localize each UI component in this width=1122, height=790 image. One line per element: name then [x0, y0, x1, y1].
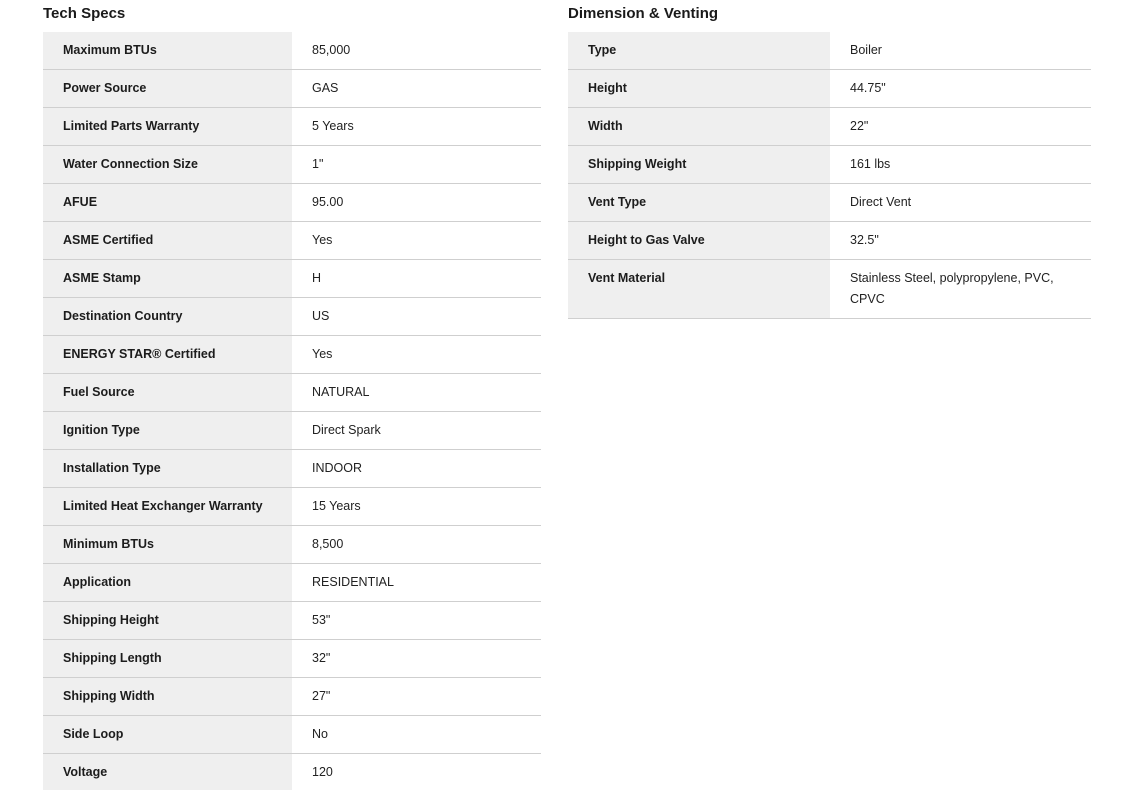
spec-value-cell: [292, 488, 541, 526]
spec-label-cell: [568, 222, 830, 260]
spec-value: 53": [312, 613, 331, 627]
spec-label: Limited Heat Exchanger Warranty: [63, 499, 263, 513]
table-row: [43, 450, 541, 488]
tech-specs-section: [43, 0, 541, 790]
spec-value: RESIDENTIAL: [312, 575, 394, 589]
spec-value-cell: [292, 754, 541, 790]
spec-label-cell: [43, 412, 292, 450]
spec-label: Vent Type: [588, 195, 647, 209]
table-row: [43, 298, 541, 336]
table-row: [43, 640, 541, 678]
spec-label-cell: [43, 488, 292, 526]
spec-label: ASME Certified: [63, 233, 154, 247]
spec-value: 32.5": [850, 233, 879, 247]
table-row: [43, 678, 541, 716]
table-row: [43, 412, 541, 450]
spec-label-cell: [43, 222, 292, 260]
spec-value: 120: [312, 765, 333, 779]
table-row: [43, 716, 541, 754]
spec-label-cell: [43, 374, 292, 412]
spec-value: 8,500: [312, 537, 344, 551]
spec-value-cell: [292, 526, 541, 564]
spec-value-cell: [830, 184, 1091, 222]
dimension-venting-table: [568, 32, 1091, 319]
spec-value-cell: [292, 222, 541, 260]
spec-label: AFUE: [63, 195, 98, 209]
spec-label-cell: [43, 564, 292, 602]
spec-value: 44.75": [850, 81, 886, 95]
spec-value-cell: [292, 108, 541, 146]
spec-label: Height to Gas Valve: [588, 233, 705, 247]
spec-value: Yes: [312, 233, 333, 247]
spec-label-cell: [568, 184, 830, 222]
table-row: [43, 146, 541, 184]
table-row: [568, 70, 1091, 108]
spec-label: Minimum BTUs: [63, 537, 154, 551]
table-row: [43, 32, 541, 70]
spec-value-cell: [292, 564, 541, 602]
spec-value: Direct Vent: [850, 195, 912, 209]
table-row: [43, 184, 541, 222]
table-row: [568, 32, 1091, 70]
table-row: [43, 526, 541, 564]
table-row: [43, 374, 541, 412]
spec-label-cell: [568, 70, 830, 108]
spec-value-cell: [830, 108, 1091, 146]
spec-label-cell: [43, 146, 292, 184]
table-row: [43, 260, 541, 298]
spec-label-cell: [43, 108, 292, 146]
dimension-venting-title: Dimension & Venting: [568, 5, 719, 22]
spec-label: Height: [588, 81, 627, 95]
spec-label-cell: [43, 70, 292, 108]
spec-label: Side Loop: [63, 727, 124, 741]
table-row: [568, 260, 1091, 319]
spec-label-cell: [43, 260, 292, 298]
spec-label-cell: [43, 678, 292, 716]
spec-value-cell: [292, 602, 541, 640]
spec-label: Shipping Height: [63, 613, 159, 627]
table-row: [568, 108, 1091, 146]
table-row: [568, 222, 1091, 260]
spec-label: Power Source: [63, 81, 147, 95]
spec-value: 161 lbs: [850, 157, 891, 171]
table-row: [43, 754, 541, 790]
spec-label: Installation Type: [63, 461, 161, 475]
spec-label-cell: [43, 32, 292, 70]
tech-specs-table: [43, 32, 541, 790]
spec-value: US: [312, 309, 330, 323]
table-row: [43, 336, 541, 374]
spec-value-cell: [292, 70, 541, 108]
table-row: [43, 488, 541, 526]
table-row: [568, 184, 1091, 222]
spec-value: 15 Years: [312, 499, 361, 513]
table-row: [43, 108, 541, 146]
spec-value-cell: [292, 298, 541, 336]
spec-value: GAS: [312, 81, 339, 95]
spec-value: No: [312, 727, 328, 741]
spec-label-cell: [43, 602, 292, 640]
spec-label-cell: [43, 526, 292, 564]
spec-value: 22": [850, 119, 869, 133]
table-row: [43, 564, 541, 602]
tech-specs-title: Tech Specs: [43, 5, 126, 22]
spec-value: H: [312, 271, 322, 285]
spec-label-cell: [43, 336, 292, 374]
spec-label-cell: [43, 754, 292, 790]
spec-label: Application: [63, 575, 132, 589]
spec-label-cell: [568, 32, 830, 70]
spec-value-cell: [292, 716, 541, 754]
spec-value-cell: [830, 32, 1091, 70]
spec-value-cell: [292, 32, 541, 70]
spec-label: Water Connection Size: [63, 157, 198, 171]
spec-label: Maximum BTUs: [63, 43, 157, 57]
spec-value: Yes: [312, 347, 333, 361]
spec-value-cell: [830, 222, 1091, 260]
dimension-venting-section: [568, 0, 1091, 319]
spec-value: Direct Spark: [312, 423, 381, 437]
spec-value: Stainless Steel, polypropylene, PVC, CPVC: [850, 271, 1054, 306]
spec-label: Vent Material: [588, 271, 666, 285]
spec-label-cell: [43, 298, 292, 336]
spec-label: Limited Parts Warranty: [63, 119, 200, 133]
spec-value: 5 Years: [312, 119, 354, 133]
spec-value-cell: [292, 678, 541, 716]
spec-label: Ignition Type: [63, 423, 140, 437]
spec-value-cell: [292, 146, 541, 184]
spec-value-cell: [292, 184, 541, 222]
spec-value-cell: [292, 336, 541, 374]
spec-label: Type: [588, 43, 617, 57]
spec-value-cell: [830, 70, 1091, 108]
spec-value: 32": [312, 651, 331, 665]
spec-value-cell: [830, 260, 1091, 319]
spec-label-cell: [43, 716, 292, 754]
spec-label-cell: [568, 260, 830, 319]
spec-label-cell: [43, 640, 292, 678]
spec-value: 85,000: [312, 43, 351, 57]
spec-value: 95.00: [312, 195, 344, 209]
spec-label: Shipping Length: [63, 651, 162, 665]
table-row: [43, 602, 541, 640]
spec-value: NATURAL: [312, 385, 370, 399]
table-row: [568, 146, 1091, 184]
spec-label: Width: [588, 119, 623, 133]
spec-label: ASME Stamp: [63, 271, 141, 285]
spec-value-cell: [292, 374, 541, 412]
table-row: [43, 70, 541, 108]
spec-label: Voltage: [63, 765, 108, 779]
spec-value: 1": [312, 157, 324, 171]
spec-label-cell: [43, 450, 292, 488]
spec-label: Shipping Weight: [588, 157, 687, 171]
spec-label-cell: [43, 184, 292, 222]
spec-label: Destination Country: [63, 309, 183, 323]
spec-value: 27": [312, 689, 331, 703]
spec-value: Boiler: [850, 43, 882, 57]
spec-label: Shipping Width: [63, 689, 155, 703]
spec-value-cell: [292, 260, 541, 298]
spec-label: ENERGY STAR® Certified: [63, 347, 216, 361]
spec-value-cell: [292, 640, 541, 678]
spec-value-cell: [830, 146, 1091, 184]
table-row: [43, 222, 541, 260]
spec-value-cell: [292, 450, 541, 488]
spec-label-cell: [568, 146, 830, 184]
spec-value: INDOOR: [312, 461, 362, 475]
spec-value-cell: [292, 412, 541, 450]
spec-label: Fuel Source: [63, 385, 135, 399]
spec-label-cell: [568, 108, 830, 146]
